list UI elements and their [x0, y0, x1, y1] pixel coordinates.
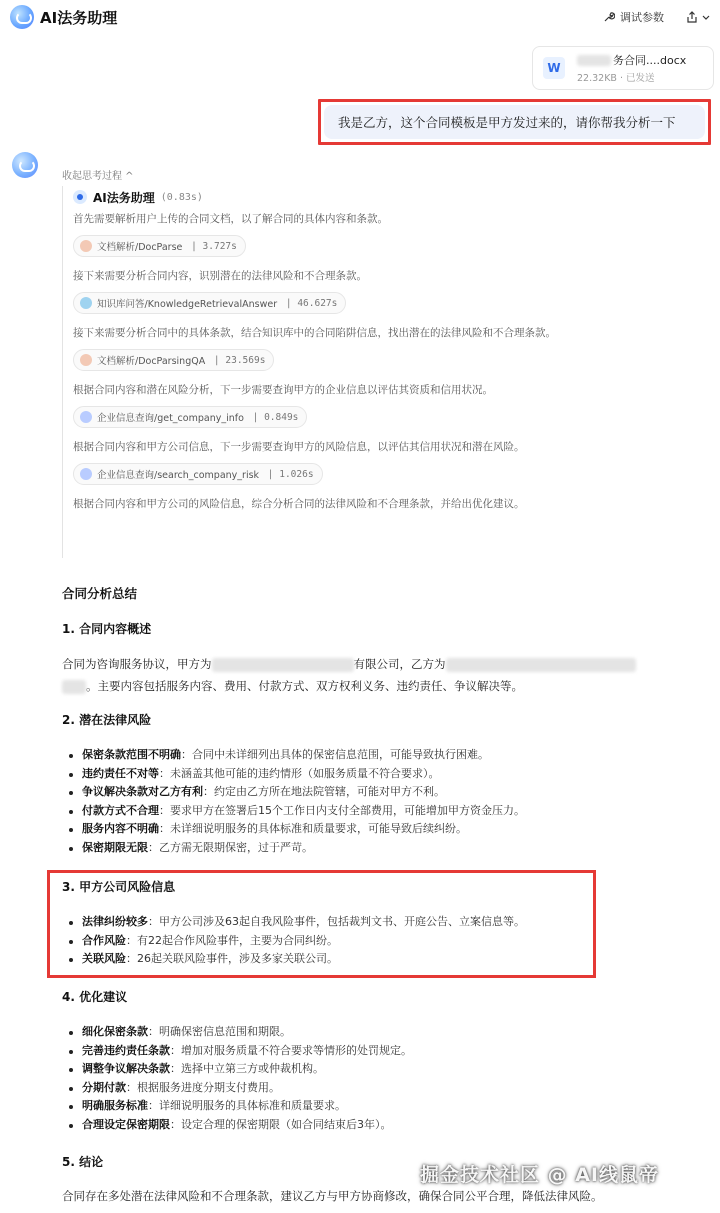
watermark-text: 掘金技术社区 @ AI线鼠帝 — [420, 1164, 660, 1186]
agent-time: (0.83s) — [160, 191, 203, 203]
section-title: 3. 甲方公司风险信息 — [62, 880, 176, 894]
app-header — [0, 0, 720, 34]
collapse-thinking-button[interactable]: 收起思考过程 ^ — [62, 171, 134, 182]
list-item: 完善违约责任条款：增加对服务质量不符合要求等情形的处罚规定。 — [62, 1042, 412, 1061]
list-item: 付款方式不合理：要求甲方在签署后15个工作日内支付全部费用，可能增加甲方资金压力。 — [62, 802, 525, 821]
list-item: 分期付款：根据服务进度分期支付费用。 — [62, 1079, 412, 1098]
tool-call-chip[interactable]: 企业信息查询/get_company_info | 0.849s — [73, 406, 307, 428]
list-item: 细化保密条款：明确保密信息范围和期限。 — [62, 1023, 412, 1042]
tool-name: 知识库问答/KnowledgeRetrievalAnswer — [97, 299, 278, 310]
company-icon — [80, 468, 92, 480]
tool-time: 1.026s — [279, 468, 314, 480]
doc-parse-icon — [80, 354, 92, 366]
section-title: 2. 潜在法律风险 — [62, 713, 152, 727]
doc-parse-icon — [80, 240, 92, 252]
share-icon — [686, 11, 698, 23]
file-name — [577, 52, 686, 68]
suggestion-list — [62, 1023, 412, 1134]
list-item: 合理设定保密期限：设定合理的保密期限（如合同结束后3年）。 — [62, 1116, 412, 1135]
section-title: 5. 结论 — [62, 1155, 104, 1169]
summary-title: 合同分析总结 — [62, 586, 138, 601]
overview-text: 。主要内容包括服务内容、费用、付款方式、双方权利义务、违约责任、争议解决等。 — [86, 679, 523, 693]
thinking-header — [73, 186, 682, 208]
tool-call-chip[interactable]: 文档解析/DocParsingQA | 23.569s — [73, 349, 274, 371]
final-thought-line: 根据合同内容和甲方公司的风险信息，综合分析合同的法律风险和不合理条款，并给出优化建议。 — [73, 498, 525, 510]
redacted-block — [577, 55, 611, 66]
overview-paragraph — [62, 653, 682, 697]
conclusion-paragraph: 合同存在多处潜在法律风险和不合理条款，建议乙方与甲方协商修改，确保合同公平合理，降低法律风险。 — [62, 1189, 603, 1203]
tool-name: 文档解析/DocParse — [97, 242, 183, 253]
list-item: 明确服务标准：详细说明服务的具体标准和质量要求。 — [62, 1097, 412, 1116]
list-item: 服务内容不明确：未详细说明服务的具体标准和质量要求，可能导致后续纠纷。 — [62, 820, 525, 839]
tool-time: 23.569s — [225, 354, 266, 366]
company-icon — [80, 411, 92, 423]
thought-line: 接下来需要分析合同中的具体条款，结合知识库中的合同陷阱信息，找出潜在的法律风险和不合理条款。 — [73, 327, 556, 339]
tool-call-chip[interactable]: 企业信息查询/search_company_risk | 1.026s — [73, 463, 323, 485]
thinking-panel — [62, 186, 682, 558]
tool-call-chip[interactable]: 文档解析/DocParse | 3.727s — [73, 235, 246, 257]
chevron-down-icon — [702, 13, 710, 21]
user-message: 我是乙方，这个合同模板是甲方发过来的，请你帮我分析一下 — [324, 105, 705, 139]
list-item: 保密条款范围不明确：合同中未详细列出具体的保密信息范围，可能导致执行困难。 — [62, 746, 525, 765]
section-title: 1. 合同内容概述 — [62, 622, 152, 636]
list-item: 法律纠纷较多：甲方公司涉及63起自我风险事件，包括裁判文书、开庭公告、立案信息等。 — [62, 913, 525, 932]
file-meta: 22.32KB · 已发送 — [577, 73, 655, 84]
file-name-text: 务合同....docx — [613, 54, 687, 67]
risk-list — [62, 746, 525, 857]
overview-text: 有限公司，乙方为 — [353, 657, 446, 671]
debug-params-button[interactable] — [603, 9, 664, 25]
file-status: 已发送 — [626, 73, 655, 84]
list-item: 争议解决条款对乙方有利：约定由乙方所在地法院管辖，可能对甲方不利。 — [62, 783, 525, 802]
debug-params-label: 调试参数 — [620, 11, 664, 24]
redacted-block — [446, 658, 636, 672]
list-item: 保密期限无限：乙方需无限期保密，过于严苛。 — [62, 839, 525, 858]
thought-line: 根据合同内容和潜在风险分析，下一步需要查询甲方的企业信息以评估其资质和信用状况。 — [73, 384, 493, 396]
app-logo-icon — [10, 5, 34, 29]
list-item: 调整争议解决条款：选择中立第三方或仲裁机构。 — [62, 1060, 412, 1079]
thought-line: 首先需要解析用户上传的合同文档，以了解合同的具体内容和条款。 — [73, 213, 388, 225]
tool-time: 46.627s — [297, 297, 338, 309]
tool-time: 0.849s — [264, 411, 299, 423]
eye-icon — [73, 190, 87, 204]
app-title: AI法务助理 — [40, 8, 118, 27]
list-item: 关联风险：26起关联风险事件，涉及多家关联公司。 — [62, 950, 525, 969]
assistant-avatar-icon — [12, 152, 38, 178]
user-message-highlight — [318, 99, 711, 145]
company-risk-list — [62, 913, 525, 969]
knowledge-icon — [80, 297, 92, 309]
file-attachment-card[interactable] — [532, 46, 714, 90]
list-item: 合作风险：有22起合作风险事件，主要为合同纠纷。 — [62, 932, 525, 951]
thought-line: 根据合同内容和甲方公司信息，下一步需要查询甲方的风险信息，以评估其信用状况和潜在风险。 — [73, 441, 525, 453]
wrench-icon — [603, 11, 615, 23]
redacted-block — [62, 680, 86, 694]
list-item: 违约责任不对等：未涵盖其他可能的违约情形（如服务质量不符合要求）。 — [62, 765, 525, 784]
tool-call-chip[interactable]: 知识库问答/KnowledgeRetrievalAnswer | 46.627s — [73, 292, 346, 314]
file-size: 22.32KB — [577, 73, 617, 84]
thought-line: 接下来需要分析合同内容，识别潜在的法律风险和不合理条款。 — [73, 270, 367, 282]
share-button[interactable] — [686, 11, 710, 23]
tool-name: 企业信息查询/get_company_info — [97, 413, 244, 424]
tool-name: 企业信息查询/search_company_risk — [97, 470, 260, 481]
redacted-block — [212, 658, 354, 672]
overview-text: 合同为咨询服务协议，甲方为 — [62, 657, 212, 671]
agent-name: AI法务助理 — [93, 190, 155, 205]
tool-time: 3.727s — [202, 240, 237, 252]
tool-name: 文档解析/DocParsingQA — [97, 356, 206, 367]
word-doc-icon: W — [543, 57, 565, 79]
section-title: 4. 优化建议 — [62, 990, 128, 1004]
